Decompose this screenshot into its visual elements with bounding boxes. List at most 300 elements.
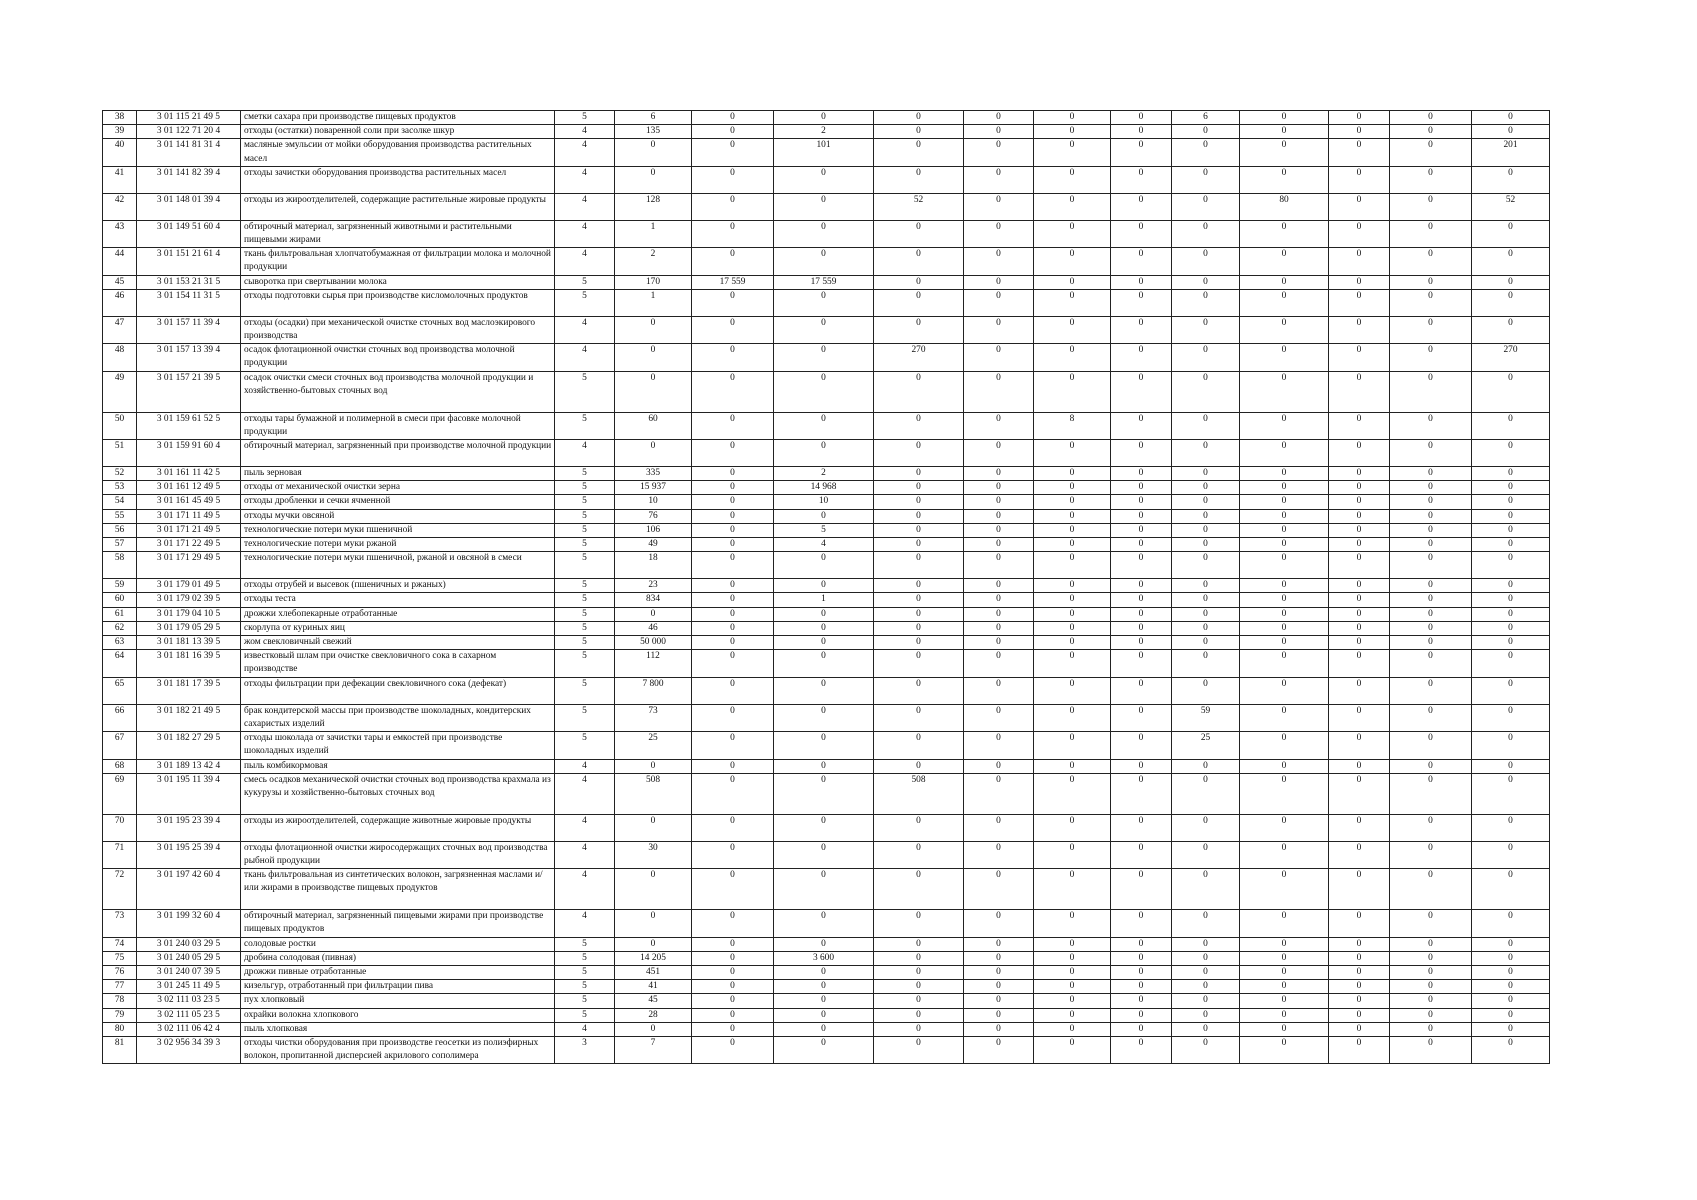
waste-code: 3 01 149 51 60 4 [137,220,241,247]
value-cell: 270 [874,344,964,371]
value-cell: 0 [1111,636,1172,650]
value-cell: 0 [615,440,692,467]
value-cell: 0 [964,1022,1034,1036]
value-cell: 0 [1329,125,1390,139]
value-cell: 0 [1472,371,1550,412]
value-cell: 0 [874,732,964,759]
value-cell: 0 [1472,125,1550,139]
value-cell: 0 [1240,621,1329,635]
value-cell: 0 [1329,1036,1390,1063]
waste-name: пыль хлопковая [241,1022,555,1036]
value-cell: 0 [1390,495,1472,509]
value-cell: 0 [1390,440,1472,467]
value-cell: 0 [1472,636,1550,650]
row-number: 80 [103,1022,137,1036]
table-row [103,538,1550,552]
row-number: 77 [103,980,137,994]
waste-code: 3 01 182 27 29 5 [137,732,241,759]
value-cell: 0 [1472,607,1550,621]
waste-name: охрайки волокна хлопкового [241,1008,555,1022]
table-row [103,980,1550,994]
value-cell: 0 [1111,220,1172,247]
table-row [103,289,1550,316]
waste-code: 3 01 171 21 49 5 [137,523,241,537]
value-cell: 0 [1172,814,1240,841]
value-cell: 0 [1172,371,1240,412]
value-cell: 0 [1240,220,1329,247]
value-cell: 0 [1240,125,1329,139]
value-cell: 0 [1390,125,1472,139]
value-cell: 0 [1240,980,1329,994]
value-cell: 0 [1329,139,1390,166]
value-cell: 0 [1390,937,1472,951]
value-cell: 0 [1472,220,1550,247]
value-cell: 76 [615,509,692,523]
table-row [103,139,1550,166]
value-cell: 0 [692,371,774,412]
value-cell: 0 [1329,773,1390,814]
value-cell: 0 [1034,552,1111,579]
value-cell: 0 [1111,193,1172,220]
row-number: 69 [103,773,137,814]
value-cell: 0 [1329,220,1390,247]
value-cell: 0 [1472,440,1550,467]
value-cell: 0 [1390,869,1472,910]
hazard-class: 5 [555,275,615,289]
value-cell: 0 [1111,440,1172,467]
hazard-class: 5 [555,732,615,759]
value-cell: 0 [692,1008,774,1022]
row-number: 71 [103,841,137,868]
waste-code: 3 01 195 23 39 4 [137,814,241,841]
table-row [103,621,1550,635]
value-cell: 0 [874,1022,964,1036]
value-cell: 0 [774,910,874,937]
waste-name: солодовые ростки [241,937,555,951]
row-number: 59 [103,579,137,593]
value-cell: 0 [1111,139,1172,166]
value-cell: 0 [1472,523,1550,537]
value-cell: 0 [1390,759,1472,773]
row-number: 51 [103,440,137,467]
table-row [103,275,1550,289]
value-cell: 0 [964,636,1034,650]
value-cell: 0 [1240,814,1329,841]
table-row [103,248,1550,275]
value-cell: 0 [1240,467,1329,481]
value-cell: 0 [874,552,964,579]
value-cell: 0 [692,841,774,868]
value-cell: 0 [774,193,874,220]
value-cell: 0 [1111,371,1172,412]
value-cell: 0 [1034,481,1111,495]
waste-name: дробина солодовая (пивная) [241,951,555,965]
value-cell: 834 [615,593,692,607]
waste-code: 3 02 111 05 23 5 [137,1008,241,1022]
value-cell: 0 [1240,994,1329,1008]
waste-name: отходы дробленки и сечки ячменной [241,495,555,509]
hazard-class: 5 [555,980,615,994]
value-cell: 0 [1329,621,1390,635]
value-cell: 0 [874,166,964,193]
value-cell: 0 [1472,552,1550,579]
table-row [103,125,1550,139]
value-cell: 0 [1111,316,1172,343]
waste-code: 3 01 171 22 49 5 [137,538,241,552]
value-cell: 0 [1240,869,1329,910]
waste-name: отходы фильтрации при дефекации свекловичного сока (дефекат) [241,677,555,704]
table-row [103,1036,1550,1063]
waste-code: 3 01 159 91 60 4 [137,440,241,467]
value-cell: 0 [692,994,774,1008]
value-cell: 41 [615,980,692,994]
value-cell: 0 [1240,937,1329,951]
hazard-class: 5 [555,467,615,481]
value-cell: 0 [1111,166,1172,193]
waste-code: 3 01 240 05 29 5 [137,951,241,965]
waste-name: сыворотка при свертывании молока [241,275,555,289]
value-cell: 0 [692,1036,774,1063]
hazard-class: 5 [555,607,615,621]
value-cell: 0 [1390,994,1472,1008]
value-cell: 0 [692,579,774,593]
value-cell: 0 [1172,125,1240,139]
waste-code: 3 01 195 11 39 4 [137,773,241,814]
value-cell: 0 [874,621,964,635]
value-cell: 0 [692,1022,774,1036]
value-cell: 0 [1390,951,1472,965]
value-cell: 0 [692,650,774,677]
value-cell: 0 [1172,552,1240,579]
value-cell: 0 [1034,289,1111,316]
value-cell: 0 [1390,371,1472,412]
value-cell: 0 [692,869,774,910]
value-cell: 0 [1034,193,1111,220]
value-cell: 0 [964,509,1034,523]
value-cell: 0 [774,1036,874,1063]
waste-code: 3 01 157 11 39 4 [137,316,241,343]
value-cell: 0 [1111,951,1172,965]
value-cell: 0 [964,951,1034,965]
value-cell: 0 [874,220,964,247]
row-number: 61 [103,607,137,621]
value-cell: 0 [1111,704,1172,731]
value-cell: 0 [692,759,774,773]
waste-name: отходы тары бумажной и полимерной в смеси при фасовке молочной продукции [241,412,555,439]
value-cell: 0 [774,220,874,247]
value-cell: 0 [774,607,874,621]
waste-name: известковый шлам при очистке свекловичного сока в сахарном производстве [241,650,555,677]
value-cell: 17 559 [774,275,874,289]
value-cell: 101 [774,139,874,166]
value-cell: 0 [1240,1008,1329,1022]
value-cell: 0 [692,509,774,523]
table-row [103,1008,1550,1022]
value-cell: 0 [692,814,774,841]
value-cell: 0 [964,732,1034,759]
value-cell: 0 [1172,248,1240,275]
waste-name: пыль зерновая [241,467,555,481]
table-row [103,371,1550,412]
value-cell: 0 [1472,732,1550,759]
value-cell: 0 [774,869,874,910]
value-cell: 0 [874,965,964,979]
value-cell: 0 [1472,495,1550,509]
value-cell: 0 [1390,607,1472,621]
value-cell: 0 [1240,910,1329,937]
value-cell: 0 [874,994,964,1008]
hazard-class: 5 [555,951,615,965]
hazard-class: 5 [555,704,615,731]
value-cell: 0 [774,316,874,343]
row-number: 62 [103,621,137,635]
hazard-class: 5 [555,538,615,552]
value-cell: 0 [1172,579,1240,593]
value-cell: 0 [964,593,1034,607]
waste-name: ткань фильтровальная хлопчатобумажная от фильтрации молока и молочной продукции [241,248,555,275]
value-cell: 0 [1172,910,1240,937]
hazard-class: 5 [555,1008,615,1022]
waste-code: 3 01 181 13 39 5 [137,636,241,650]
table-row [103,593,1550,607]
value-cell: 0 [1472,704,1550,731]
row-number: 58 [103,552,137,579]
row-number: 78 [103,994,137,1008]
value-cell: 0 [1390,193,1472,220]
value-cell: 0 [1034,523,1111,537]
row-number: 57 [103,538,137,552]
value-cell: 0 [1472,1008,1550,1022]
waste-name: отходы чистки оборудования при производстве геосетки из полиэфирных волокон, пропитанной дисперсией акрилового сополимера [241,1036,555,1063]
waste-name: жом свекловичный свежий [241,636,555,650]
value-cell: 0 [1472,538,1550,552]
value-cell: 0 [1329,951,1390,965]
row-number: 41 [103,166,137,193]
value-cell: 0 [1240,509,1329,523]
value-cell: 0 [1034,841,1111,868]
value-cell: 0 [774,111,874,125]
value-cell: 14 205 [615,951,692,965]
value-cell: 0 [1111,677,1172,704]
value-cell: 0 [1390,220,1472,247]
table-row [103,773,1550,814]
value-cell: 0 [1240,951,1329,965]
value-cell: 0 [1034,773,1111,814]
value-cell: 0 [874,869,964,910]
value-cell: 10 [615,495,692,509]
value-cell: 0 [1240,773,1329,814]
row-number: 44 [103,248,137,275]
value-cell: 0 [1329,166,1390,193]
value-cell: 0 [1240,677,1329,704]
value-cell: 0 [964,467,1034,481]
value-cell: 0 [1111,650,1172,677]
value-cell: 128 [615,193,692,220]
value-cell: 0 [874,289,964,316]
value-cell: 0 [1172,636,1240,650]
table-row [103,937,1550,951]
value-cell: 0 [1390,1036,1472,1063]
value-cell: 0 [964,289,1034,316]
value-cell: 0 [1034,910,1111,937]
value-cell: 2 [774,125,874,139]
row-number: 68 [103,759,137,773]
waste-name: отходы отрубей и высевок (пшеничных и ржаных) [241,579,555,593]
value-cell: 0 [1172,467,1240,481]
value-cell: 0 [692,166,774,193]
value-cell: 0 [874,495,964,509]
hazard-class: 5 [555,621,615,635]
value-cell: 0 [874,759,964,773]
value-cell: 0 [874,412,964,439]
row-number: 46 [103,289,137,316]
value-cell: 0 [1329,1022,1390,1036]
value-cell: 0 [1111,125,1172,139]
value-cell: 10 [774,495,874,509]
value-cell: 0 [1111,621,1172,635]
value-cell: 0 [1240,704,1329,731]
waste-code: 3 01 115 21 49 5 [137,111,241,125]
table-row [103,732,1550,759]
value-cell: 0 [774,509,874,523]
value-cell: 0 [1472,248,1550,275]
row-number: 55 [103,509,137,523]
value-cell: 0 [964,412,1034,439]
value-cell: 0 [1329,344,1390,371]
value-cell: 270 [1472,344,1550,371]
value-cell: 0 [1390,732,1472,759]
value-cell: 0 [1472,650,1550,677]
value-cell: 0 [1240,523,1329,537]
hazard-class: 5 [555,677,615,704]
value-cell: 0 [1172,289,1240,316]
waste-name: отходы подготовки сырья при производстве кисломолочных продуктов [241,289,555,316]
hazard-class: 4 [555,220,615,247]
value-cell: 0 [1034,111,1111,125]
value-cell: 0 [1329,593,1390,607]
value-cell: 0 [1034,759,1111,773]
value-cell: 0 [1172,509,1240,523]
value-cell: 0 [1240,732,1329,759]
value-cell: 0 [1329,869,1390,910]
value-cell: 0 [1111,344,1172,371]
value-cell: 0 [1472,621,1550,635]
value-cell: 0 [1472,980,1550,994]
waste-code: 3 01 182 21 49 5 [137,704,241,731]
row-number: 53 [103,481,137,495]
value-cell: 0 [1172,523,1240,537]
value-cell: 0 [774,579,874,593]
value-cell: 0 [1390,773,1472,814]
value-cell: 0 [1329,980,1390,994]
waste-name: пыль комбикормовая [241,759,555,773]
value-cell: 0 [874,951,964,965]
waste-name: осадок флотационной очистки сточных вод производства молочной продукции [241,344,555,371]
waste-name: обтирочный материал, загрязненный пищевыми жирами при производстве пищевых продуктов [241,910,555,937]
hazard-class: 4 [555,869,615,910]
value-cell: 0 [1034,344,1111,371]
hazard-class: 5 [555,481,615,495]
value-cell: 2 [615,248,692,275]
value-cell: 0 [1390,677,1472,704]
value-cell: 0 [874,538,964,552]
value-cell: 0 [1034,994,1111,1008]
value-cell: 0 [774,440,874,467]
hazard-class: 5 [555,579,615,593]
value-cell: 0 [692,621,774,635]
hazard-class: 4 [555,166,615,193]
value-cell: 0 [1111,759,1172,773]
value-cell: 0 [1472,166,1550,193]
value-cell: 0 [1329,495,1390,509]
waste-code: 3 01 189 13 42 4 [137,759,241,773]
value-cell: 0 [1034,371,1111,412]
row-number: 72 [103,869,137,910]
value-cell: 0 [692,344,774,371]
table-row [103,412,1550,439]
waste-code: 3 01 179 05 29 5 [137,621,241,635]
row-number: 66 [103,704,137,731]
value-cell: 0 [1390,814,1472,841]
hazard-class: 4 [555,316,615,343]
value-cell: 60 [615,412,692,439]
row-number: 45 [103,275,137,289]
table-row [103,481,1550,495]
value-cell: 0 [692,467,774,481]
value-cell: 0 [1172,677,1240,704]
value-cell: 0 [1034,125,1111,139]
value-cell: 0 [964,139,1034,166]
value-cell: 0 [1034,593,1111,607]
value-cell: 0 [1111,965,1172,979]
value-cell: 59 [1172,704,1240,731]
value-cell: 0 [1240,607,1329,621]
value-cell: 0 [1390,523,1472,537]
row-number: 52 [103,467,137,481]
value-cell: 0 [692,965,774,979]
value-cell: 0 [1390,467,1472,481]
table-row [103,111,1550,125]
value-cell: 0 [692,139,774,166]
value-cell: 0 [964,481,1034,495]
table-row [103,552,1550,579]
value-cell: 0 [1172,220,1240,247]
waste-name: отходы из жироотделителей, содержащие растительные жировые продукты [241,193,555,220]
value-cell: 0 [1329,552,1390,579]
waste-name: масляные эмульсии от мойки оборудования производства растительных масел [241,139,555,166]
value-cell: 0 [1472,773,1550,814]
value-cell: 0 [692,951,774,965]
value-cell: 0 [774,650,874,677]
value-cell: 0 [692,593,774,607]
value-cell: 0 [1390,509,1472,523]
row-number: 79 [103,1008,137,1022]
value-cell: 0 [1034,621,1111,635]
hazard-class: 5 [555,523,615,537]
hazard-class: 4 [555,841,615,868]
value-cell: 0 [1472,467,1550,481]
value-cell: 0 [692,677,774,704]
row-number: 48 [103,344,137,371]
value-cell: 170 [615,275,692,289]
value-cell: 0 [692,111,774,125]
value-cell: 0 [1172,538,1240,552]
value-cell: 0 [774,677,874,704]
waste-code: 3 01 151 21 61 4 [137,248,241,275]
value-cell: 0 [1240,841,1329,868]
value-cell: 0 [1111,289,1172,316]
value-cell: 0 [1111,773,1172,814]
